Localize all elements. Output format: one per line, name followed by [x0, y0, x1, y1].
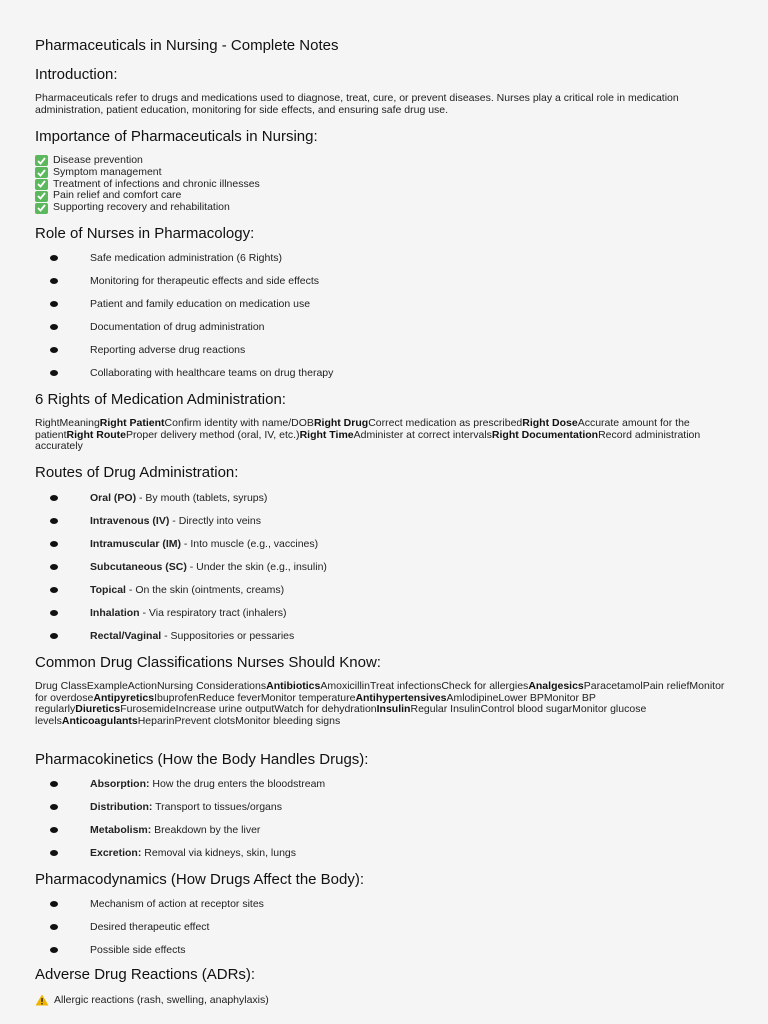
- list-item-term: Metabolism:: [90, 823, 152, 836]
- bullet-icon: [50, 518, 58, 524]
- list-item-desc: Removal via kidneys, skin, lungs: [141, 846, 297, 859]
- list-item: [35, 167, 260, 179]
- routes-list: [50, 486, 327, 648]
- bold-term: Antihypertensives: [355, 691, 447, 704]
- list-item: [50, 578, 327, 601]
- bullet-icon: [50, 804, 58, 810]
- text-run: RightMeaning: [35, 417, 100, 429]
- checkmark-icon: [35, 155, 48, 166]
- pk-heading: Pharmacokinetics (How the Body Handles Drugs):: [35, 751, 369, 768]
- list-item-term: Oral (PO): [90, 491, 137, 504]
- bullet-icon: [50, 495, 58, 501]
- bullet-icon: [50, 347, 58, 353]
- list-item: [50, 361, 333, 384]
- bullet-icon: [50, 370, 58, 376]
- list-item-desc: - Under the skin (e.g., insulin): [186, 560, 327, 573]
- list-item: [50, 509, 327, 532]
- list-item-term: Topical: [90, 583, 126, 596]
- list-item-term: Subcutaneous (SC): [90, 560, 187, 573]
- bullet-icon: [50, 633, 58, 639]
- list-item-desc: - Suppositories or pessaries: [161, 630, 295, 643]
- text-run: Proper delivery method (oral, IV, etc.): [126, 428, 300, 441]
- list-item: [50, 915, 264, 938]
- checkmark-icon: [35, 167, 48, 178]
- bullet-icon: [50, 827, 58, 833]
- list-item-label: Allergic reactions (rash, swelling, anaphylaxis): [54, 994, 269, 1006]
- bold-term: Analgesics: [528, 680, 584, 692]
- list-item: [50, 338, 333, 361]
- text-run: Drug ClassExampleActionNursing Considerations: [35, 680, 267, 692]
- list-item: [50, 795, 325, 818]
- list-item-label: Safe medication administration (6 Rights): [90, 251, 283, 264]
- rights-table-text: [35, 418, 735, 453]
- bold-term: Right Time: [299, 428, 354, 441]
- list-item: [50, 818, 325, 841]
- bullet-icon: [50, 301, 58, 307]
- intro-paragraph: Pharmaceuticals refer to drugs and medications used to diagnose, treat, cure, or prevent diseases. Nurses play a critical role in medication administration, patient education, monitoring for side effects, and ensuring safe drug use.: [35, 92, 679, 116]
- role-heading: Role of Nurses in Pharmacology:: [35, 225, 255, 242]
- bold-term: Right Route: [66, 428, 127, 441]
- bullet-icon: [50, 947, 58, 953]
- list-item-label: Desired therapeutic effect: [90, 920, 210, 933]
- bold-term: Diuretics: [75, 703, 121, 716]
- checkmark-icon: [35, 179, 48, 190]
- list-item: [50, 772, 325, 795]
- text-run: AmlodipineLower BPMonitor BP regularly: [35, 691, 596, 716]
- bullet-icon: [50, 324, 58, 330]
- list-item-label: Monitoring for therapeutic effects and side effects: [90, 274, 319, 287]
- list-item-label: Supporting recovery and rehabilitation: [53, 201, 230, 214]
- list-item-label: Patient and family education on medication use: [90, 297, 311, 310]
- list-item-desc: Breakdown by the liver: [151, 823, 261, 836]
- text-run: ParacetamolPain reliefMonitor for overdose: [35, 680, 725, 704]
- list-item-label: Mechanism of action at receptor sites: [90, 897, 264, 910]
- bold-term: Right Patient: [99, 417, 165, 429]
- list-item-term: Excretion:: [90, 846, 142, 859]
- pd-heading: Pharmacodynamics (How Drugs Affect the Body):: [35, 871, 365, 888]
- list-item-desc: - Via respiratory tract (inhalers): [139, 607, 287, 620]
- list-item-term: Absorption:: [90, 777, 150, 790]
- bullet-icon: [50, 924, 58, 930]
- bold-term: Antibiotics: [266, 680, 321, 692]
- list-item-label: Collaborating with healthcare teams on drug therapy: [90, 367, 334, 380]
- list-item-desc: Transport to tissues/organs: [152, 800, 282, 813]
- bold-term: Right Dose: [522, 417, 578, 429]
- bold-term: Right Documentation: [491, 428, 599, 441]
- bold-term: Antipyretics: [93, 691, 155, 704]
- bullet-icon: [50, 278, 58, 284]
- list-item: [50, 892, 264, 915]
- text-run: Correct medication as prescribed: [368, 417, 523, 429]
- bold-term: Insulin: [376, 703, 411, 716]
- role-list: [50, 246, 333, 385]
- checkmark-icon: [35, 203, 48, 214]
- list-item-label: Treatment of infections and chronic illnesses: [53, 177, 260, 190]
- list-item-desc: - Into muscle (e.g., vaccines): [181, 537, 319, 550]
- intro-heading: Introduction:: [35, 66, 118, 83]
- list-item-term: Inhalation: [90, 607, 140, 620]
- bullet-icon: [50, 255, 58, 261]
- list-item-desc: - By mouth (tablets, syrups): [136, 491, 268, 504]
- bullet-icon: [50, 610, 58, 616]
- text-run: IbuprofenReduce feverMonitor temperature: [154, 691, 356, 704]
- importance-heading: Importance of Pharmaceuticals in Nursing:: [35, 128, 318, 145]
- list-item: [50, 315, 333, 338]
- list-item-term: Distribution:: [90, 800, 153, 813]
- list-item: [35, 202, 260, 214]
- list-item-desc: - On the skin (ointments, creams): [125, 583, 285, 596]
- list-item: [50, 555, 327, 578]
- list-item-desc: - Directly into veins: [169, 514, 261, 527]
- routes-heading: Routes of Drug Administration:: [35, 464, 239, 481]
- list-item: [50, 269, 333, 292]
- list-item-label: Disease prevention: [53, 154, 143, 166]
- list-item: [50, 625, 327, 648]
- list-item: [50, 486, 327, 509]
- text-run: HeparinPrevent clotsMonitor bleeding signs: [137, 715, 341, 728]
- list-item: [50, 841, 325, 864]
- text-run: Administer at correct intervals: [353, 428, 492, 441]
- list-item-label: Symptom management: [53, 165, 162, 178]
- pd-list: [50, 892, 264, 961]
- bullet-icon: [50, 850, 58, 856]
- checkmark-icon: [35, 191, 48, 202]
- text-run: Confirm identity with name/DOB: [164, 417, 314, 429]
- importance-list: [35, 155, 260, 214]
- bullet-icon: [50, 901, 58, 907]
- list-item-term: Rectal/Vaginal: [90, 630, 162, 643]
- bullet-icon: [50, 781, 58, 787]
- classifications-table-text: [35, 681, 735, 728]
- list-item-label: Possible side effects: [90, 943, 186, 956]
- text-run: FurosemideIncrease urine outputWatch for dehydration: [120, 703, 377, 716]
- pk-list: [50, 772, 325, 864]
- list-item-label: Pain relief and comfort care: [53, 189, 182, 202]
- list-item: [35, 994, 269, 1006]
- adr-heading: Adverse Drug Reactions (ADRs):: [35, 966, 256, 983]
- bullet-icon: [50, 541, 58, 547]
- list-item: [50, 601, 327, 624]
- rights-heading: 6 Rights of Medication Administration:: [35, 391, 286, 408]
- text-run: Accurate amount for the patient: [35, 417, 690, 441]
- text-run: Regular InsulinControl blood sugarMonitor glucose levels: [35, 703, 647, 728]
- text-run: Record administration accurately: [35, 428, 701, 453]
- list-item: [50, 292, 333, 315]
- list-item: [50, 532, 327, 555]
- list-item: [50, 246, 333, 269]
- bullet-icon: [50, 587, 58, 593]
- list-item-term: Intramuscular (IM): [90, 537, 182, 550]
- classifications-heading: Common Drug Classifications Nurses Should Know:: [35, 654, 381, 671]
- page-title: Pharmaceuticals in Nursing - Complete Notes: [35, 37, 339, 54]
- text-run: AmoxicillinTreat infectionsCheck for allergies: [320, 680, 529, 692]
- bullet-icon: [50, 564, 58, 570]
- list-item-desc: How the drug enters the bloodstream: [149, 777, 326, 790]
- bold-term: Right Drug: [313, 417, 369, 429]
- list-item-label: Reporting adverse drug reactions: [90, 343, 246, 356]
- list-item: [50, 938, 264, 961]
- list-item-term: Intravenous (IV): [90, 514, 170, 527]
- warning-icon: [35, 994, 49, 1006]
- bold-term: Anticoagulants: [61, 715, 138, 728]
- list-item-label: Documentation of drug administration: [90, 320, 265, 333]
